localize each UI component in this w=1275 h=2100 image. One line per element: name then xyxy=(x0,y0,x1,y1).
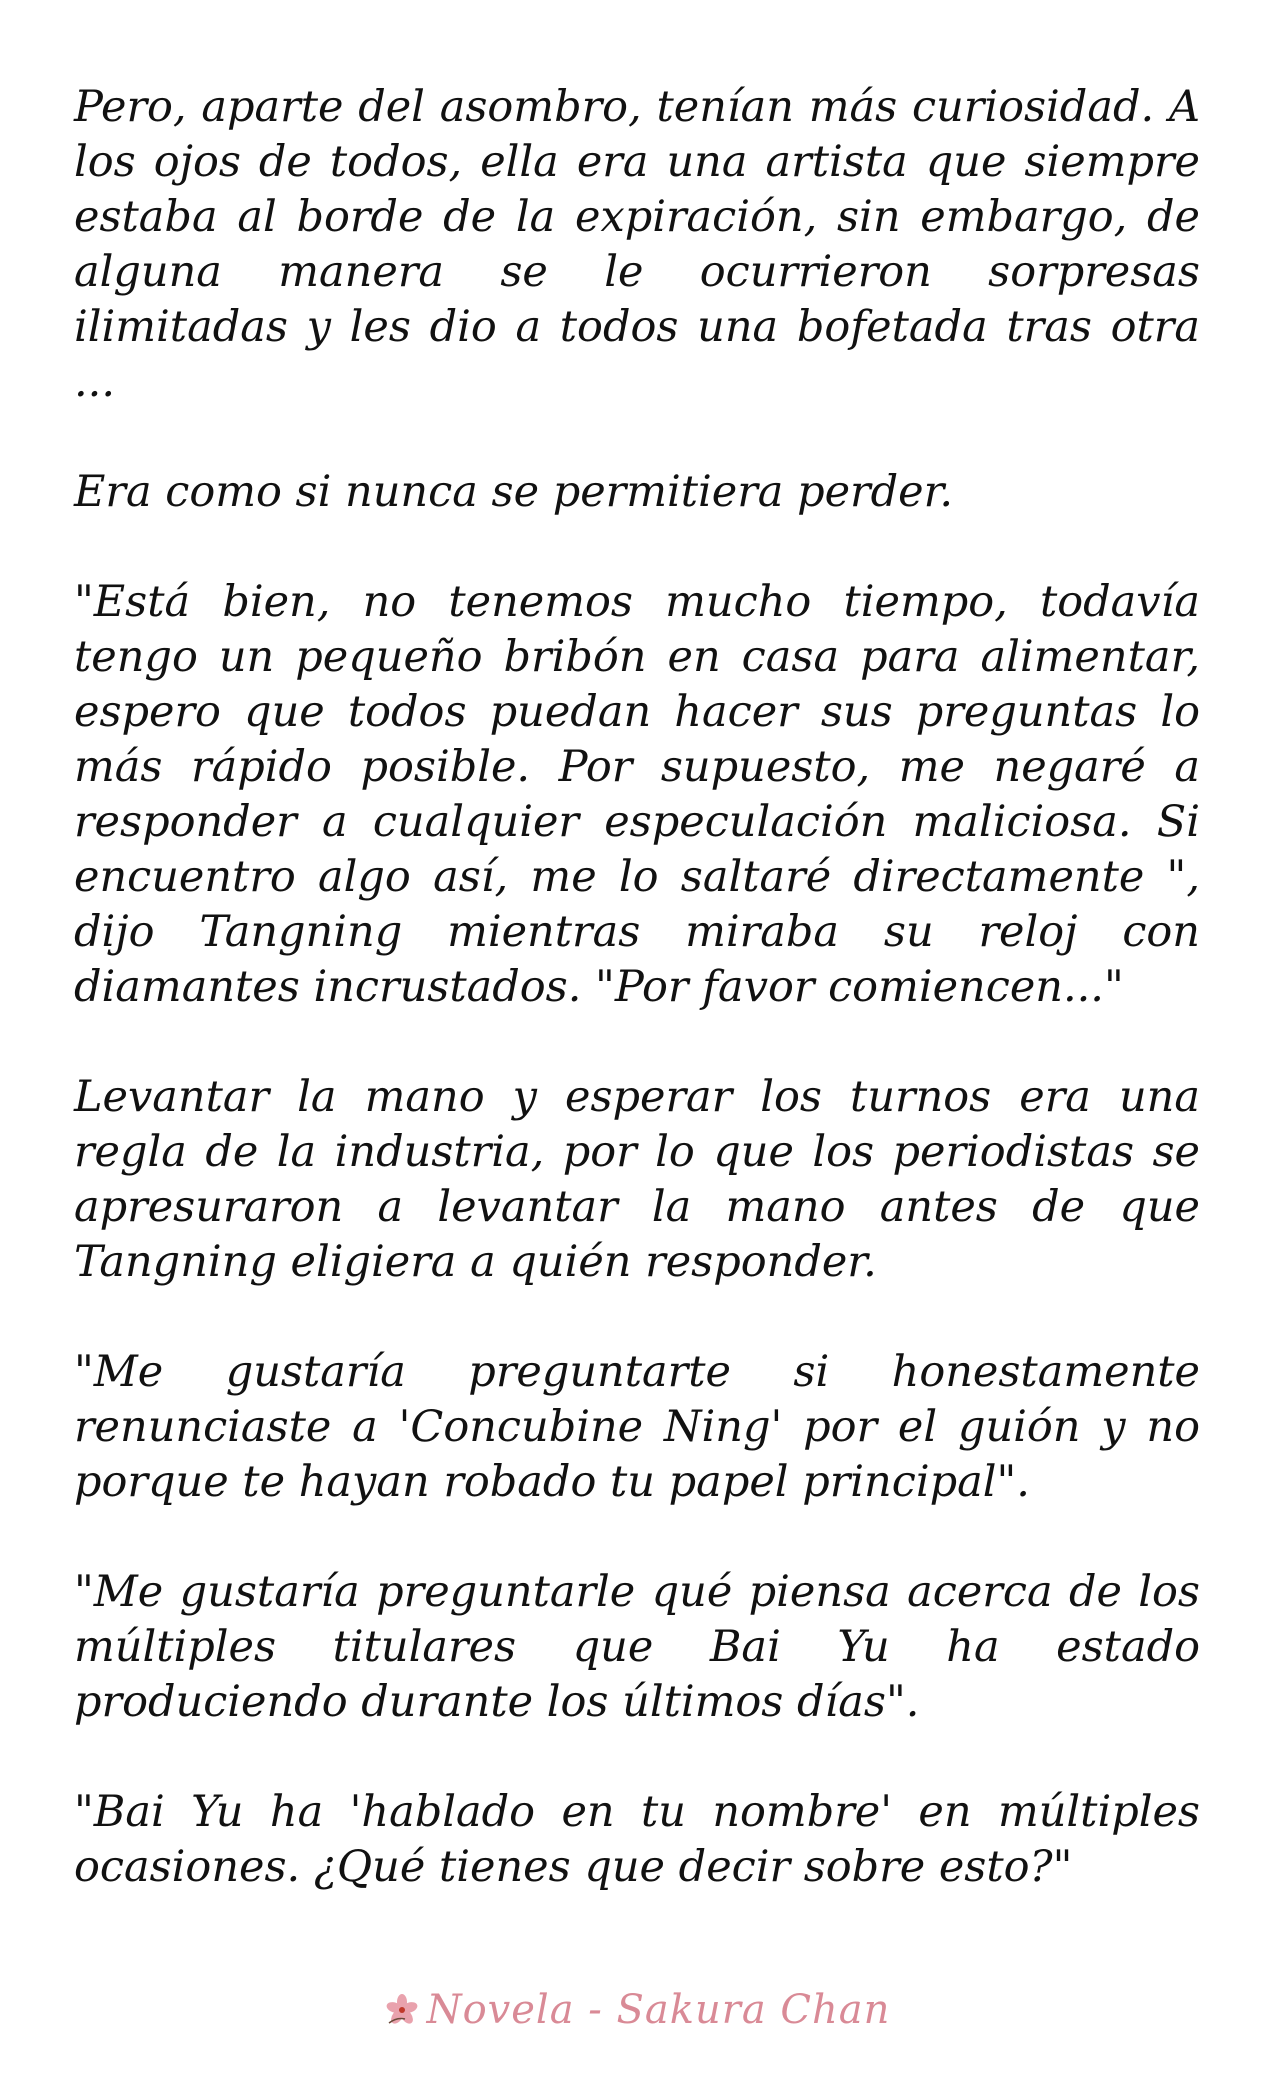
paragraph-4: Levantar la mano y esperar los turnos era una regla de la industria, por lo que los periodistas se apresuraron a levantar la mano antes de que Tangning eligiera a quién responder. xyxy=(74,1072,1200,1287)
paragraph-5: "Me gustaría preguntarte si honestamente renunciaste a 'Concubine Ning' por el guión y no porque te hayan robado tu papel principal". xyxy=(74,1347,1200,1507)
paragraph-3: "Está bien, no tenemos mucho tiempo, todavía tengo un pequeño bribón en casa para alimentar, espero que todos puedan hacer sus preguntas lo más rápido posible. Por supuesto, me negaré a responder a cualquier especulación maliciosa. Si encuentro algo así, me lo saltaré directamente ", dijo Tangning mientras miraba su reloj con diamantes incrustados. "Por favor comiencen..." xyxy=(74,577,1200,1012)
paragraph-7: "Bai Yu ha 'hablado en tu nombre' en múltiples ocasiones. ¿Qué tienes que decir sobre esto?" xyxy=(74,1787,1200,1892)
sakura-flower-icon xyxy=(385,1993,419,2027)
paragraph-6: "Me gustaría preguntarle qué piensa acerca de los múltiples titulares que Bai Yu ha estado produciendo durante los últimos días". xyxy=(74,1567,1200,1727)
watermark-text: Novela - Sakura Chan xyxy=(426,1987,891,2033)
novel-text-column xyxy=(74,80,1200,1895)
paragraph-2: Era como si nunca se permitiera perder. xyxy=(74,467,954,517)
watermark xyxy=(0,1985,1275,2035)
paragraph-1: Pero, aparte del asombro, tenían más curiosidad. A los ojos de todos, ella era una artista que siempre estaba al borde de la expiración, sin embargo, de alguna manera se le ocurrieron sorpresas ilimitadas y les dio a todos una bofetada tras otra ... xyxy=(74,82,1200,407)
